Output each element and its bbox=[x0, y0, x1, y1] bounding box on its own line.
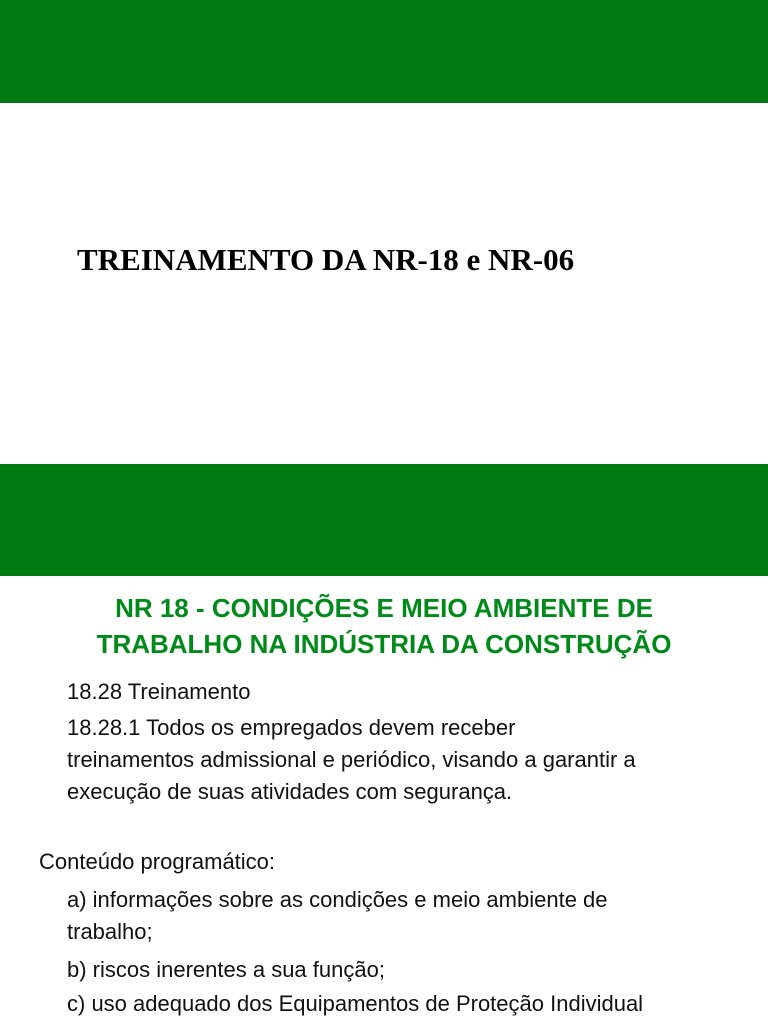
list-item-b: b) riscos inerentes a sua função; bbox=[67, 957, 385, 982]
list-item-a bbox=[67, 884, 608, 948]
list-item-a-line-2: trabalho; bbox=[67, 919, 153, 944]
item-paragraph-line-2: treinamentos admissional e periódico, visando a garantir a bbox=[67, 747, 636, 772]
top-green-band bbox=[0, 0, 768, 103]
item-title: 18.28 Treinamento bbox=[67, 679, 251, 704]
slide-title: TREINAMENTO DA NR-18 e NR-06 bbox=[77, 242, 575, 277]
section-heading-line-2: TRABALHO NA INDÚSTRIA DA CONSTRUÇÃO bbox=[96, 629, 672, 659]
middle-green-band bbox=[0, 464, 768, 576]
section-heading bbox=[0, 590, 768, 662]
section-heading-line-1: NR 18 - CONDIÇÕES E MEIO AMBIENTE DE bbox=[115, 593, 653, 623]
item-paragraph-line-3: execução de suas atividades com segurança. bbox=[67, 779, 513, 804]
content-label: Conteúdo programático: bbox=[39, 849, 276, 874]
list-item-a-line-1: a) informações sobre as condições e meio ambiente de bbox=[67, 887, 608, 912]
item-paragraph-line-1: 18.28.1 Todos os empregados devem receber bbox=[67, 715, 516, 740]
item-paragraph bbox=[67, 712, 636, 808]
list-item-c: c) uso adequado dos Equipamentos de Proteção Individual bbox=[67, 991, 644, 1016]
